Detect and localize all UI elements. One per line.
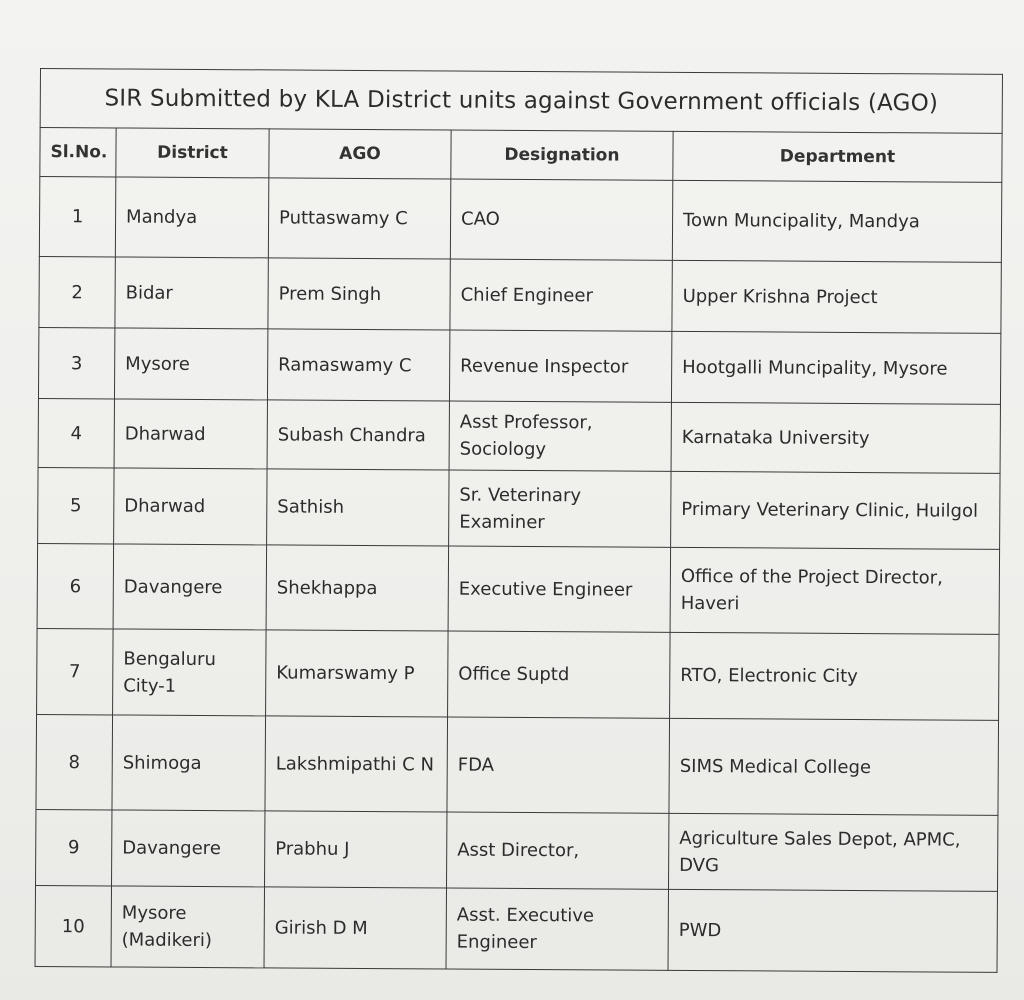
cell-slno: 8 xyxy=(36,714,113,809)
table-row xyxy=(39,177,1001,263)
cell-district: Mysore (Madikeri) xyxy=(111,886,264,968)
table-row xyxy=(36,809,998,891)
cell-slno: 2 xyxy=(39,256,115,327)
cell-slno: 5 xyxy=(38,467,114,543)
cell-district: Dharwad xyxy=(114,399,267,469)
cell-ago: Subash Chandra xyxy=(267,400,449,470)
cell-department: Office of the Project Director, Haveri xyxy=(670,547,1000,634)
table-row xyxy=(39,256,1001,333)
cell-department: SIMS Medical College xyxy=(669,718,999,815)
cell-designation: Asst Professor, Sociology xyxy=(449,401,671,471)
cell-district: Bidar xyxy=(115,257,268,329)
cell-designation: Asst Director, xyxy=(446,812,668,889)
column-header-slno: Sl.No. xyxy=(40,128,116,177)
cell-district: Davangere xyxy=(112,810,265,887)
table-row xyxy=(38,398,1000,473)
column-header-district: District xyxy=(116,128,269,178)
table-row xyxy=(37,543,1000,634)
cell-ago: Puttaswamy C xyxy=(268,178,450,259)
cell-designation: Sr. Veterinary Examiner xyxy=(449,470,671,547)
cell-slno: 9 xyxy=(36,809,112,885)
cell-district: Mysore xyxy=(114,328,267,400)
cell-designation: Asst. Executive Engineer xyxy=(446,888,668,970)
table-title: SIR Submitted by KLA District units against Government officials (AGO) xyxy=(40,69,1002,134)
cell-slno: 10 xyxy=(35,885,111,966)
cell-designation: Office Suptd xyxy=(448,631,671,718)
cell-slno: 1 xyxy=(39,177,115,257)
cell-ago: Kumarswamy P xyxy=(266,630,449,717)
table-row xyxy=(36,714,999,815)
cell-slno: 3 xyxy=(38,327,114,398)
cell-designation: Executive Engineer xyxy=(448,546,671,632)
table-row xyxy=(35,885,997,972)
cell-district: Dharwad xyxy=(114,468,267,545)
column-header-ago: AGO xyxy=(269,129,451,179)
cell-slno: 6 xyxy=(37,543,114,628)
cell-slno: 4 xyxy=(38,398,114,467)
cell-ago: Lakshmipathi C N xyxy=(265,716,448,812)
cell-department: Karnataka University xyxy=(671,402,1000,473)
cell-designation: CAO xyxy=(450,179,672,260)
cell-department: PWD xyxy=(668,889,997,972)
cell-ago: Prem Singh xyxy=(268,258,450,330)
cell-designation: Revenue Inspector xyxy=(449,330,671,402)
cell-slno: 7 xyxy=(37,628,114,714)
cell-district: Davangere xyxy=(113,544,267,630)
cell-department: RTO, Electronic City xyxy=(670,632,1000,720)
sir-table xyxy=(35,68,1003,973)
table-row xyxy=(38,467,1000,549)
cell-department: Upper Krishna Project xyxy=(672,260,1001,333)
cell-department: Town Muncipality, Mandya xyxy=(672,180,1001,262)
header-row xyxy=(40,128,1002,183)
cell-district: Mandya xyxy=(115,177,268,258)
cell-ago: Prabhu J xyxy=(265,811,447,888)
table-row xyxy=(37,628,1000,720)
cell-designation: FDA xyxy=(447,717,670,813)
cell-ago: Shekhappa xyxy=(266,545,449,631)
cell-district: Bengaluru City-1 xyxy=(113,629,267,716)
cell-department: Hootgalli Muncipality, Mysore xyxy=(671,331,1000,404)
column-header-designation: Designation xyxy=(451,130,673,180)
cell-ago: Ramaswamy C xyxy=(267,329,449,401)
cell-department: Primary Veterinary Clinic, Huilgol xyxy=(671,471,1000,549)
cell-ago: Sathish xyxy=(267,469,449,546)
cell-designation: Chief Engineer xyxy=(450,259,672,331)
column-header-department: Department xyxy=(673,131,1002,182)
cell-ago: Girish D M xyxy=(264,887,446,969)
table-row xyxy=(38,327,1000,404)
cell-department: Agriculture Sales Depot, APMC, DVG xyxy=(668,813,997,891)
cell-district: Shimoga xyxy=(112,715,266,811)
